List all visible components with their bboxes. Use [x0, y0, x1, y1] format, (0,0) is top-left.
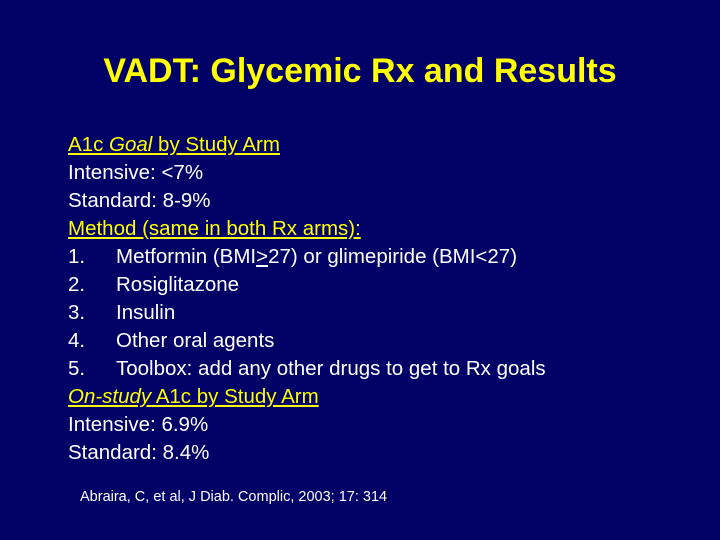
method-item-text: Toolbox: add any other drugs to get to Rx goals — [116, 357, 546, 380]
method-item-3 — [68, 299, 708, 327]
method-item-number: 3. — [68, 301, 86, 324]
method-item-1-post: 27) or glimepiride (BMI<27) — [268, 245, 518, 268]
method-item-number: 5. — [68, 357, 86, 380]
goal-header-italic: Goal — [109, 133, 153, 156]
goal-standard: Standard: 8-9% — [68, 189, 211, 212]
slide-body — [68, 131, 708, 467]
goal-header — [68, 131, 708, 159]
method-item-number: 4. — [68, 329, 86, 352]
slide-title: VADT: Glycemic Rx and Results — [103, 52, 617, 90]
onstudy-header-italic: On-study — [68, 385, 152, 408]
goal-header-suffix: by Study Arm — [152, 133, 280, 156]
method-item-1-ge: > — [256, 245, 269, 268]
method-item-2 — [68, 271, 708, 299]
method-item-5 — [68, 355, 708, 383]
goal-header-prefix: A1c — [68, 133, 110, 156]
method-item-1 — [68, 243, 708, 271]
onstudy-intensive: Intensive: 6.9% — [68, 413, 209, 436]
onstudy-header — [68, 383, 708, 411]
method-item-number: 2. — [68, 273, 86, 296]
method-header: Method (same in both Rx arms): — [68, 217, 361, 240]
onstudy-standard: Standard: 8.4% — [68, 441, 210, 464]
method-item-text: Other oral agents — [116, 329, 275, 352]
method-item-4 — [68, 327, 708, 355]
onstudy-header-suffix: A1c by Study Arm — [151, 385, 319, 408]
method-item-number: 1. — [68, 245, 86, 268]
method-item-text: Insulin — [116, 301, 176, 324]
goal-intensive: Intensive: <7% — [68, 161, 204, 184]
citation: Abraira, C, et al, J Diab. Complic, 2003; 17: 314 — [80, 489, 388, 505]
method-item-text: Rosiglitazone — [116, 273, 240, 296]
method-item-1-pre: Metformin (BMI — [116, 245, 257, 268]
